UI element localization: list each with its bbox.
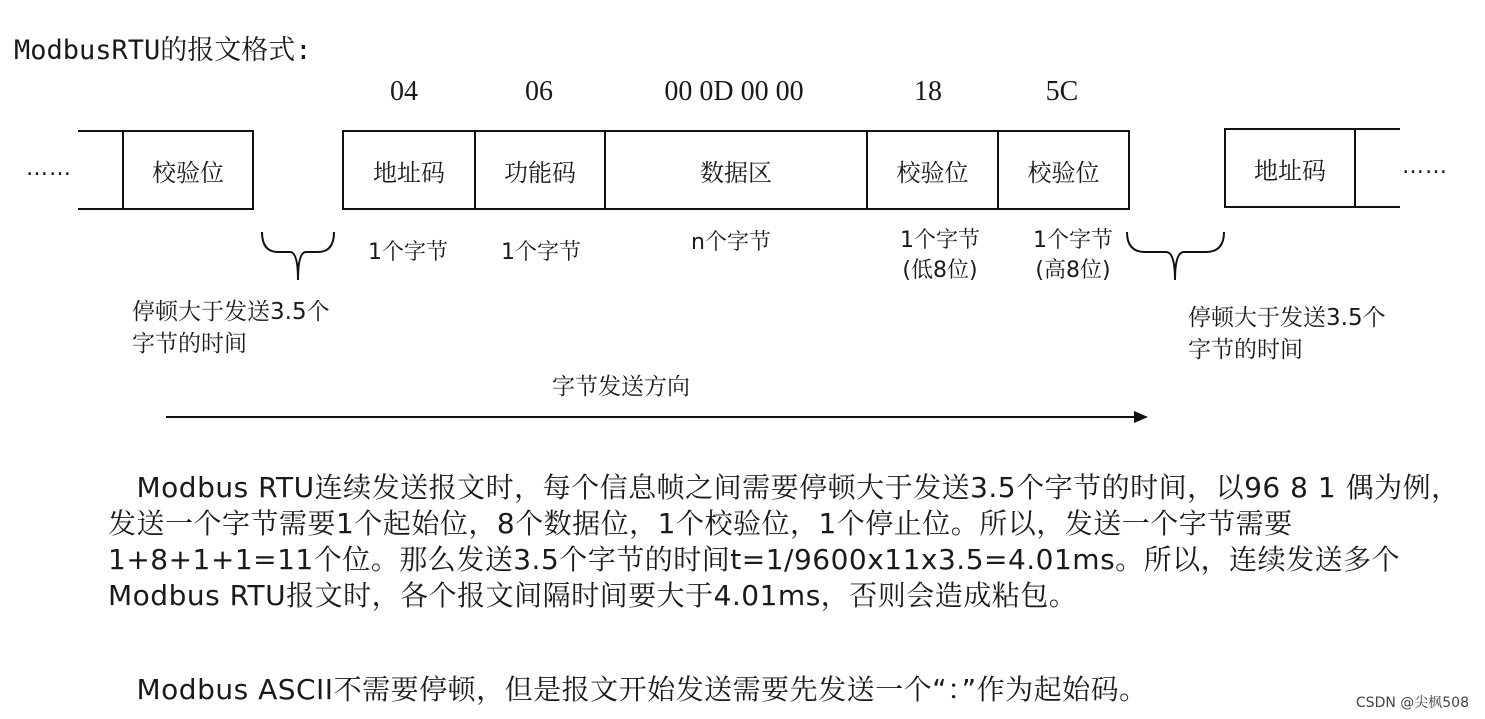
- size-crc-high-line2: (高8位): [1035, 258, 1111, 283]
- direction-arrow-head: [1134, 411, 1148, 423]
- crc-low-cell: 校验位: [866, 130, 999, 210]
- diagram-title: ModbusRTU的报文格式:: [14, 35, 312, 66]
- direction-label: 字节发送方向: [552, 374, 690, 400]
- size-crc-low-line1: 1个字节: [900, 228, 980, 253]
- right-ellipsis: ……: [1402, 154, 1448, 179]
- explanation-paragraph-rtu: Modbus RTU连续发送报文时，每个信息帧之间需要停顿大于发送3.5个字节的时间，以96 8 1 偶为例，发送一个字节需要1个起始位，8个数据位，1个校验位，1个停止位。所以，发送一个字节需要1+8+1+1=11个位。那么发送3.5个字节的时间t=1/9600x11x3.5=4.01ms。所以，连续发送多个Modbus RTU报文时，各个报文间隔时间要大于4.01ms，否则会造成粘包。: [108, 471, 1460, 612]
- data-cell: 数据区: [604, 130, 868, 210]
- left-gap-brace: [262, 232, 334, 280]
- left-ellipsis: ……: [26, 156, 72, 181]
- hex-address: 04: [390, 76, 418, 107]
- hex-crc-high: 5C: [1045, 76, 1079, 107]
- gap-label-right-line2: 字节的时间: [1188, 337, 1303, 363]
- right-gap-brace: [1127, 232, 1224, 280]
- size-crc-low-line2: (低8位): [902, 258, 978, 283]
- next-address-cell: 地址码: [1224, 128, 1356, 208]
- watermark: CSDN @尖枫508: [1355, 695, 1469, 711]
- size-crc-high-line1: 1个字节: [1033, 228, 1113, 253]
- hex-function: 06: [525, 76, 553, 107]
- hex-crc-low: 18: [914, 76, 942, 107]
- hex-data: 00 0D 00 00: [664, 76, 804, 107]
- function-cell: 功能码: [474, 130, 606, 210]
- explanation-paragraph-ascii: Modbus ASCII不需要停顿，但是报文开始发送需要先发送一个“：”作为起始码。: [108, 673, 1148, 706]
- size-data: n个字节: [691, 230, 771, 255]
- gap-label-left-line2: 字节的时间: [132, 331, 247, 357]
- gap-label-right-line1: 停顿大于发送3.5个: [1188, 305, 1386, 331]
- gap-label-left-line1: 停顿大于发送3.5个: [132, 299, 330, 325]
- crc-high-cell: 校验位: [997, 130, 1130, 210]
- address-cell: 地址码: [342, 130, 476, 210]
- prev-check-cell: 校验位: [122, 130, 254, 210]
- size-function: 1个字节: [501, 240, 581, 265]
- size-address: 1个字节: [368, 240, 448, 265]
